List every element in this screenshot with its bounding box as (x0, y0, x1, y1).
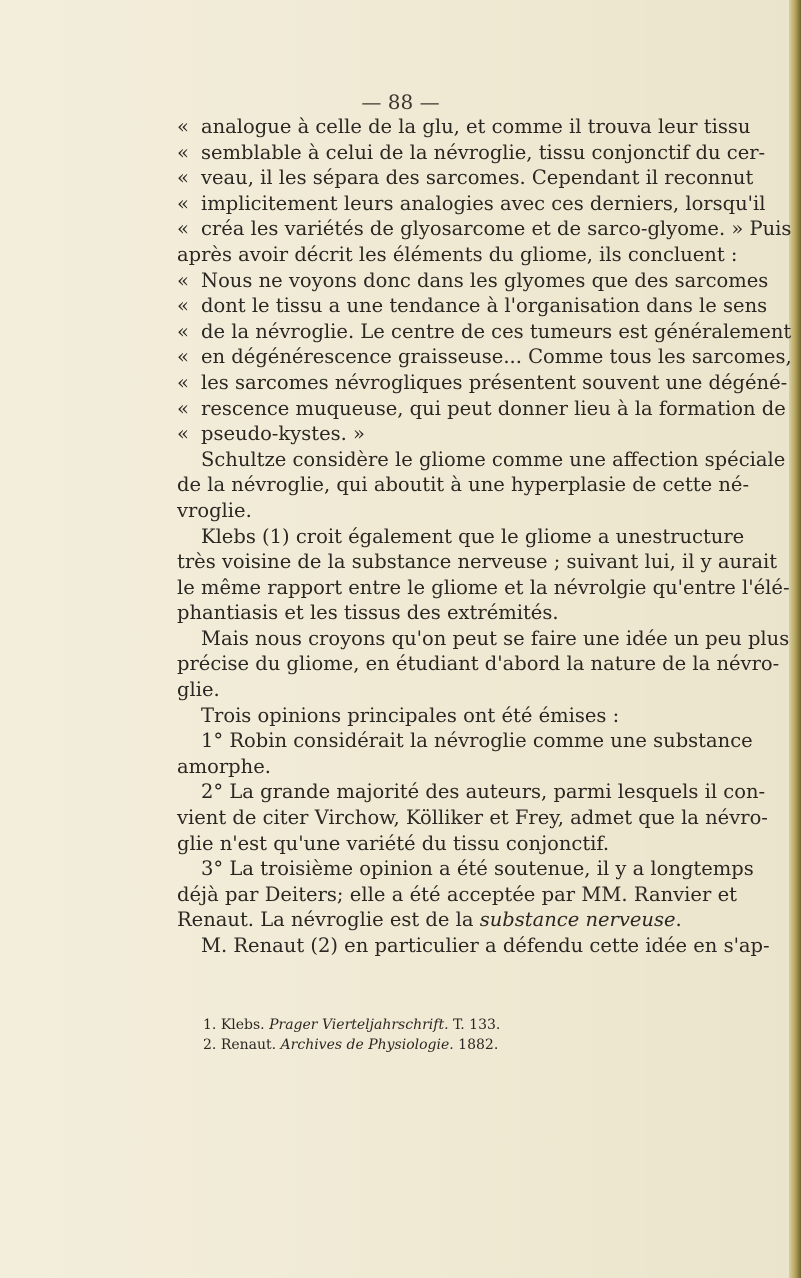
footnote-rest: 1882. (453, 1037, 499, 1053)
line-text: les sarcomes névrogliques présentent souvent une dégéné- (201, 370, 788, 394)
quote-mark: « (177, 396, 189, 420)
body-text (177, 114, 792, 959)
line-text: Trois opinions principales ont été émises : (201, 703, 620, 727)
quote-mark: « (177, 319, 189, 343)
quote-mark: « (177, 422, 189, 446)
text-line (177, 626, 790, 652)
line-text: rescence muqueuse, qui peut donner lieu à la formation de (201, 396, 786, 420)
text-line (177, 856, 754, 882)
line-text: glie. (177, 678, 220, 702)
line-text: glie n'est qu'une variété du tissu conjonctif. (177, 831, 610, 855)
text-line (177, 524, 745, 550)
line-text: vient de citer Virchow, Kölliker et Frey, admet que la névro- (177, 806, 768, 830)
line-text: 2° La grande majorité des auteurs, parmi lesquels il con- (201, 780, 766, 804)
text-line (177, 498, 737, 524)
footnotes (203, 1015, 723, 1055)
text-line (177, 600, 737, 626)
line-text: 3° La troisième opinion a été soutenue, il y a longtemps (201, 857, 754, 881)
text-line (177, 703, 737, 729)
text-line (177, 907, 737, 933)
line-text: implicitement leurs analogies avec ces derniers, lorsqu'il (201, 191, 766, 215)
text-line (177, 319, 792, 345)
text-line (177, 779, 766, 805)
quote-mark: « (177, 294, 189, 318)
footnote-author: Renaut. (220, 1037, 281, 1053)
text-line (177, 651, 780, 677)
footnote-num: 1. (203, 1017, 221, 1033)
line-text: pseudo-kystes. » (201, 422, 365, 446)
text-line (177, 421, 737, 447)
text-line (177, 447, 786, 473)
text-line (177, 370, 788, 396)
text-line (177, 472, 750, 498)
line-text: très voisine de la substance nerveuse ; suivant lui, il y aurait (177, 550, 778, 574)
footnote (203, 1015, 723, 1035)
quote-mark: « (177, 140, 189, 164)
text-line (177, 191, 766, 217)
line-text: Mais nous croyons qu'on peut se faire une idée un peu plus (201, 626, 790, 650)
line-text: . (675, 908, 682, 932)
quote-mark: « (177, 345, 189, 369)
quote-mark: « (177, 370, 189, 394)
line-text: de la névroglie. Le centre de ces tumeurs est généralement (201, 319, 792, 343)
line-text: semblable à celui de la névroglie, tissu conjonctif du cer- (201, 140, 766, 164)
line-text: analogue à celle de la glu, et comme il trouva leur tissu (201, 115, 751, 138)
line-text: Klebs (1) croit également que le gliome a unestructure (201, 524, 745, 548)
quote-mark: « (177, 191, 189, 215)
text-line (177, 677, 737, 703)
quote-mark: « (177, 268, 189, 292)
text-line (177, 728, 753, 754)
text-line (177, 293, 768, 319)
text-line (177, 575, 790, 601)
line-text: Schultze considère le gliome comme une affection spéciale (201, 447, 786, 471)
line-text: veau, il les sépara des sarcomes. Cependant il reconnut (201, 166, 754, 190)
quote-mark: « (177, 166, 189, 190)
text-line (177, 549, 778, 575)
line-text: vroglie. (177, 498, 252, 522)
text-line (177, 396, 786, 422)
footnote (203, 1035, 723, 1055)
text-line: M. Renaut (2) en particulier a défendu cette idée en s'ap- (201, 934, 770, 957)
text-line (177, 140, 766, 166)
line-text: après avoir décrit les éléments du gliome, ils concluent : (177, 242, 738, 266)
text-line (177, 831, 737, 857)
footnote-author: Klebs. (220, 1017, 270, 1033)
line-text: amorphe. (177, 754, 271, 778)
footnote-num: 2. (203, 1037, 221, 1053)
text-line (177, 216, 792, 242)
line-text: en dégénérescence graisseuse... Comme tous les sarcomes, (201, 345, 792, 369)
line-text: Nous ne voyons donc dans les glyomes que des sarcomes (201, 268, 769, 292)
quote-mark: « (177, 217, 189, 241)
footnote-title: Prager Vierteljahrschrift. (269, 1017, 449, 1033)
line-text: le même rapport entre le gliome et la névrolgie qu'entre l'élé- (177, 575, 790, 599)
text-line (177, 242, 737, 268)
text-line (177, 165, 754, 191)
page-edge (789, 0, 801, 1278)
footnote-title: Archives de Physiologie. (280, 1037, 454, 1053)
text-line (177, 754, 737, 780)
footnote-rest: T. 133. (448, 1017, 501, 1033)
line-text: créa les variétés de glyosarcome et de sarco-glyome. » Puis (201, 217, 792, 241)
text-line (177, 805, 768, 831)
text-line (177, 114, 751, 140)
quote-mark: « (177, 115, 189, 138)
line-text: déjà par Deiters; elle a été acceptée par MM. Ranvier et (177, 882, 737, 906)
text-line (177, 344, 792, 370)
line-text: dont le tissu a une tendance à l'organisation dans le sens (201, 294, 768, 318)
line-text: précise du gliome, en étudiant d'abord la nature de la névro- (177, 652, 780, 676)
line-text: de la névroglie, qui aboutit à une hyperplasie de cette né- (177, 473, 750, 497)
text-line (177, 268, 769, 294)
text-line (177, 882, 737, 908)
line-text: 1° Robin considérait la névroglie comme une substance (201, 729, 753, 753)
italic-phrase: substance nerveuse (479, 908, 676, 932)
line-text: Renaut. La névroglie est de la (177, 908, 480, 932)
page-number: — 88 — (361, 90, 440, 114)
line-text: phantiasis et les tissus des extrémités. (177, 601, 559, 625)
